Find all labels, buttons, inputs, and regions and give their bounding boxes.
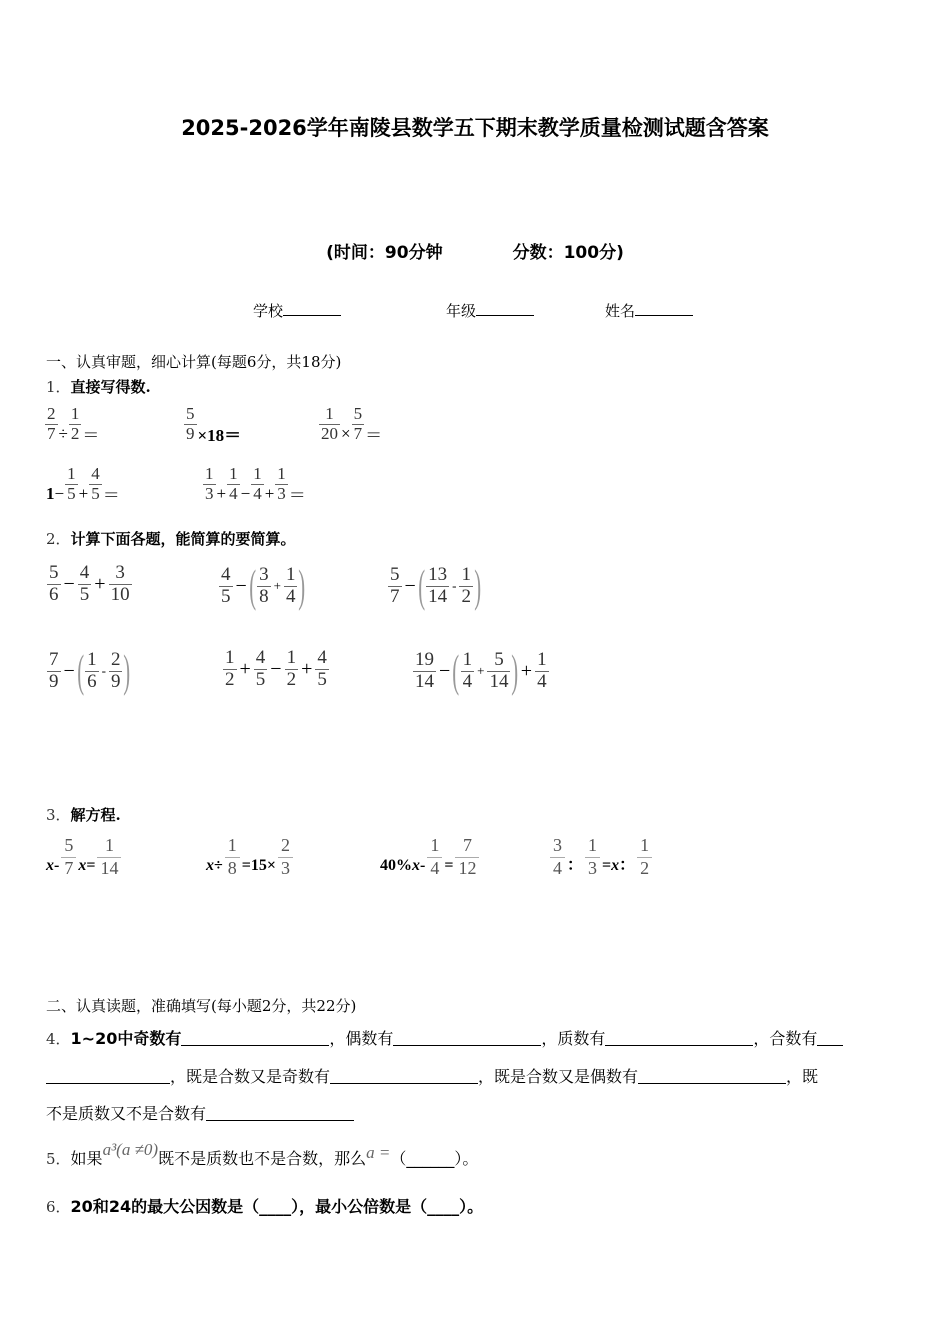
time-label: (时间：90分钟 <box>326 243 443 263</box>
neither-blank[interactable] <box>206 1104 354 1121</box>
even-composite-blank[interactable] <box>638 1067 786 1084</box>
q3-item-4: 3 4 ： $\frac{1}{3}$ = x ： 1 2 <box>548 835 654 879</box>
q1-item-5: $\frac{1}{3}$ + $\frac{1}{4}$ − $\frac{1}{4}$ + $\frac{1}{3}$ ＝ <box>205 464 306 505</box>
prime-numbers-blank[interactable] <box>605 1029 753 1046</box>
section-1-heading: 一、认真审题，细心计算(每题6分，共18分) <box>46 353 342 371</box>
question-1: 1．直接写得数. <box>46 378 151 396</box>
q1-item-3: $\frac{1}{20}$ × $\frac{5}{7}$ ＝ <box>321 404 383 445</box>
name-field[interactable]: 姓名 <box>605 300 693 321</box>
page-title: 2025-2026学年南陵县数学五下期末教学质量检测试题含答案 <box>181 116 769 140</box>
even-numbers-blank[interactable] <box>393 1029 541 1046</box>
odd-composite-blank[interactable] <box>330 1067 478 1084</box>
q1-item-4: 1 − $\frac{1}{5}$ + $\frac{4}{5}$ ＝ <box>46 464 120 505</box>
q2-item-2: $\frac{4}{5}$ − ( $\frac{3}{8}$ + $\frac{1}{4}$ ) <box>221 560 306 611</box>
q1-item-1: $\frac{2}{7}$ ÷ $\frac{1}{2}$ ＝ <box>47 404 100 445</box>
q3-item-3: 40% x - $\frac{1}{4}$ = $\frac{7}{12}$ <box>380 835 481 879</box>
composite-numbers-blank[interactable] <box>46 1067 170 1084</box>
question-4: 4．1~20中奇数有 ，偶数有 ，质数有 ，合数有 ，既是合数又是奇数有 ，既是合数又是偶数有 ，既 不是质数又不是合数有 <box>46 1020 902 1132</box>
q3-item-1: x - 5 7 x = $\frac{1}{14}$ <box>46 835 123 879</box>
q1-item-2: $\frac{5}{9}$ ×18＝ <box>186 404 242 445</box>
grade-field[interactable]: 年级 <box>446 300 534 321</box>
question-6: 6．20和24的最大公因数是（____），最小公倍数是（____）。 <box>46 1197 484 1216</box>
q2-item-4: $\frac{7}{9}$ − ( $\frac{1}{6}$ - $\frac{2}{9}$ ) <box>49 645 131 696</box>
exam-meta <box>0 238 950 263</box>
q2-item-6: $\frac{19}{14}$ − ( $\frac{1}{4}$ + $\frac{5}{14}$ ) + $\frac{1}{4}$ <box>415 645 547 696</box>
question-2: 2．计算下面各题，能简算的要简算。 <box>46 530 296 548</box>
q2-item-3: $\frac{5}{7}$ − ( $\frac{13}{14}$ - $\frac{1}{2}$ ) <box>390 560 482 611</box>
section-2-heading: 二、认真读题，准确填写(每小题2分，共22分) <box>46 997 357 1015</box>
answer-blank[interactable]: （______）。 <box>390 1149 479 1168</box>
school-field[interactable]: 学校 <box>253 300 341 321</box>
q2-item-5: $\frac{1}{2}$ + $\frac{4}{5}$ − $\frac{1}{2}$ + $\frac{4}{5}$ <box>225 647 327 690</box>
question-5: 5．如果a³(a ≠0)既不是质数也不是合数，那么a =（______）。 <box>46 1140 479 1168</box>
score-label: 分数：100分) <box>512 243 624 263</box>
q3-item-2: x ÷ $\frac{1}{8}$ =15× $\frac{2}{3}$ <box>206 835 295 879</box>
question-3: 3．解方程. <box>46 806 121 824</box>
odd-numbers-blank[interactable] <box>181 1029 329 1046</box>
q2-item-1: $\frac{5}{6}$ − $\frac{4}{5}$ + $\frac{3}{10}$ <box>49 562 130 605</box>
